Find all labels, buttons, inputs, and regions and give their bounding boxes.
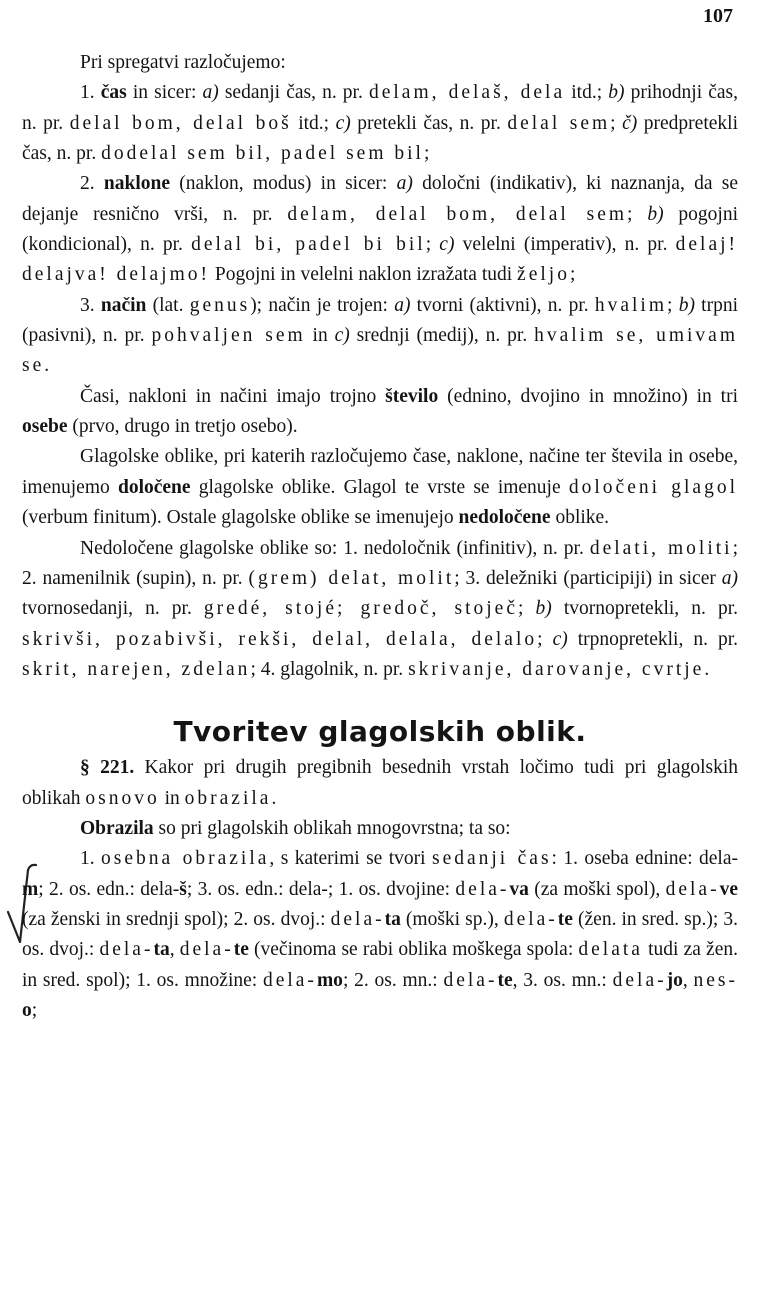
text-run: ; [569,264,576,286]
text-run: ; [518,598,536,620]
text-run: ; 3. os. edn.: dela-; 1. os. dvojine: [186,878,456,900]
text-run: tvorni (aktivni), n. pr. [410,294,595,316]
text-run: pohvaljen sem [151,325,306,347]
text-run: 3. [80,294,101,316]
text-run: č) [622,112,638,134]
text-run: skrit, narejen, zdelan [22,658,251,680]
page-number: 107 [703,5,733,27]
paragraph [22,291,738,382]
text-run: osebna obrazila [101,848,270,870]
text-run: ; 2. os. mn.: [342,969,444,991]
text-run: trpni (pasivni), n. pr. [22,294,738,347]
text-run: ; [537,628,553,650]
text-run: b) [647,203,664,225]
text-run: dela- [503,908,558,930]
paragraph [22,844,738,1026]
paragraph [22,48,738,78]
text-run: nes- [693,969,739,991]
text-run: željo [517,264,570,286]
text-run: predpretekli čas, n. pr. [22,112,738,165]
text-run: (za moški spol), [528,878,666,900]
text-run: c) [439,234,455,256]
text-run: o [22,999,32,1021]
text-run: in [305,325,335,347]
text-run: in [159,787,185,809]
text-run: b) [608,82,625,104]
text-run: srednji (medij), n. pr. [349,325,535,347]
text-run: ; [627,203,648,225]
text-run: in sicer: [126,82,203,104]
section-heading: Tvoritev glagolskih oblik. [173,715,587,749]
text-run: Obrazila [80,817,154,839]
text-run: . [271,787,277,809]
text-run: tvornosedanji, n. pr. [22,598,204,620]
text-run: ; [423,143,430,165]
paragraph [22,78,738,169]
text-run: (moški sp.), [400,908,504,930]
text-run: b) [678,294,695,316]
text-run: ve [719,878,738,900]
text-run: tvornopretekli, n. pr. [551,598,738,620]
text-run: način [100,294,147,316]
text-run: so pri glagolskih oblikah mnogovrstna; ta so: [153,817,511,839]
text-run: naklone [103,173,170,195]
text-run: : 1. oseba ednine: dela- [551,848,738,870]
paragraph [22,534,738,686]
text-run: . [704,658,710,680]
text-run: genus [189,294,251,316]
paragraphs-top [22,48,738,685]
text-run: ; 2. os. edn.: dela- [38,878,180,900]
text-run: (grem) delat, molit [248,567,455,589]
page-body [22,48,738,1026]
text-run: Pogojni in velelni naklon izražata tudi [209,264,518,286]
text-run: število [385,385,439,407]
text-run: c) [335,112,351,134]
text-run: b) [535,598,552,620]
text-run: hvalim [594,294,668,316]
text-run: sedanji čas [431,848,552,870]
text-run: Pri spregatvi razločujemo: [80,52,286,73]
text-run: a) [396,173,413,195]
text-run: ; [425,234,440,256]
text-run: delaj! delajva! delajmo! [22,234,739,286]
text-run: c) [552,628,568,650]
text-run: 1. [80,82,101,104]
text-run: ; [667,294,679,316]
text-run: itd.; [565,82,609,104]
paragraph [22,382,738,443]
text-run: določene [117,476,191,498]
text-run: (ednino, dvojino in množino) in tri [438,385,738,407]
text-run: Kakor pri drugih pregibnih besednih vrstah ločimo tudi pri glagolskih oblikah [22,757,738,809]
text-run: va [509,878,529,900]
text-run: . [44,355,50,377]
text-run: dela- [262,969,317,991]
text-run: dela- [179,939,234,961]
text-run: te [557,908,573,930]
paragraph [22,753,738,814]
text-run: (lat. [146,294,190,316]
text-run: delata [578,939,643,961]
text-run: te [497,969,513,991]
text-run: c) [334,325,350,347]
text-run: Nedoločene glagolske oblike so: 1. nedoločnik (infinitiv), n. pr. [80,537,590,559]
paragraph [22,442,738,533]
text-run: skrivši, pozabivši, rekši, delal, delala, delalo [22,628,538,650]
text-run: a) [721,567,738,589]
text-run: (žen. in sred. sp.); 3. os. dvoj.: [22,908,738,961]
text-run: dela- [455,878,510,900]
text-run: delal bi, padel bi bil [191,234,426,256]
text-run: skrivanje, darovanje, cvrtje [408,658,705,680]
text-run: trpnopretekli, n. pr. [567,628,738,650]
text-run: š [179,878,187,900]
text-run: mo [316,969,343,991]
text-run: 1. [80,848,102,870]
text-run: § 221. [80,757,135,779]
text-run: itd.; [291,112,336,134]
text-run: , 3. os. mn.: [512,969,613,991]
text-run: glagolske oblike. Glagol te vrste se imenuje [190,476,569,498]
paragraphs-bottom [22,753,738,1026]
text-run: osnovo [85,787,160,809]
text-run: dela- [612,969,667,991]
text-run: dodelal sem bil, padel sem bil [101,143,424,165]
text-run: , s katerimi se tvori [269,848,432,870]
text-run: dela- [330,908,385,930]
text-run: m [22,878,39,900]
text-run: Časi, nakloni in načini imajo trojno [80,385,386,407]
text-run: obrazila [184,787,272,809]
text-run: delal bom, delal boš [69,112,292,134]
text-run: te [233,939,249,961]
text-run: gredé, stojé; gredoč, stoječ [203,598,518,620]
text-run: tudi za žen. in sred. spol); 1. os. množine: [22,939,738,991]
text-run: oblike. [550,507,610,529]
paragraph [22,169,738,290]
text-run: a) [394,294,411,316]
text-run: dela- [443,969,498,991]
text-run: ; 3. deležniki (participiji) in sicer [454,567,722,589]
text-run: ta [384,908,401,930]
text-run: jo [666,969,683,991]
text-run: čas [100,82,127,104]
text-run: , [682,969,694,991]
text-run: (za ženski in srednji spol); 2. os. dvoj.: [22,908,331,930]
text-run: dela- [665,878,720,900]
text-run: (prvo, drugo in tretjo osebo). [67,416,298,438]
text-run: ; [31,999,38,1021]
text-run: sedanji čas, n. pr. [218,82,369,104]
text-run: ; 2. namenilnik (supin), n. pr. [22,537,739,589]
text-run: ); način je trojen: [250,294,395,316]
text-run: določni (indikativ), ki naznanja, da se dejanje resnično vrši, n. pr. [22,173,738,225]
text-run: delati, moliti [589,537,733,559]
text-run: velelni (imperativ), n. pr. [454,234,676,256]
text-run: delal sem [507,112,611,134]
text-run: , [169,939,180,961]
text-run: prihodnji čas, n. pr. [22,82,738,134]
text-run: 2. [80,173,104,195]
text-run: a) [202,82,219,104]
text-run: pogojni (kondicional), n. pr. [22,203,738,256]
text-run: osebe [22,416,68,438]
text-run: pretekli čas, n. pr. [350,112,508,134]
text-run: dela- [99,939,154,961]
text-run: hvalim se, umivam se [22,325,739,377]
text-run: ; 4. glagolnik, n. pr. [250,658,409,680]
paragraph [22,814,738,844]
text-run: določeni glagol [568,476,738,498]
text-run: delam, delaš, dela [368,82,566,104]
text-run: (naklon, modus) in sicer: [169,173,397,195]
text-run: ta [153,939,170,961]
text-run: (večinoma se rabi oblika moškega spola: [248,939,579,961]
text-run: Glagolske oblike, pri katerih razločujemo čase, naklone, načine ter števila in osebe, imenujemo [22,446,738,498]
text-run: nedoločene [458,507,551,529]
text-run: delam, delal bom, delal sem [287,203,628,225]
text-run: ; [610,112,623,134]
text-run: (verbum finitum). Ostale glagolske oblike se imenujejo [22,507,459,529]
